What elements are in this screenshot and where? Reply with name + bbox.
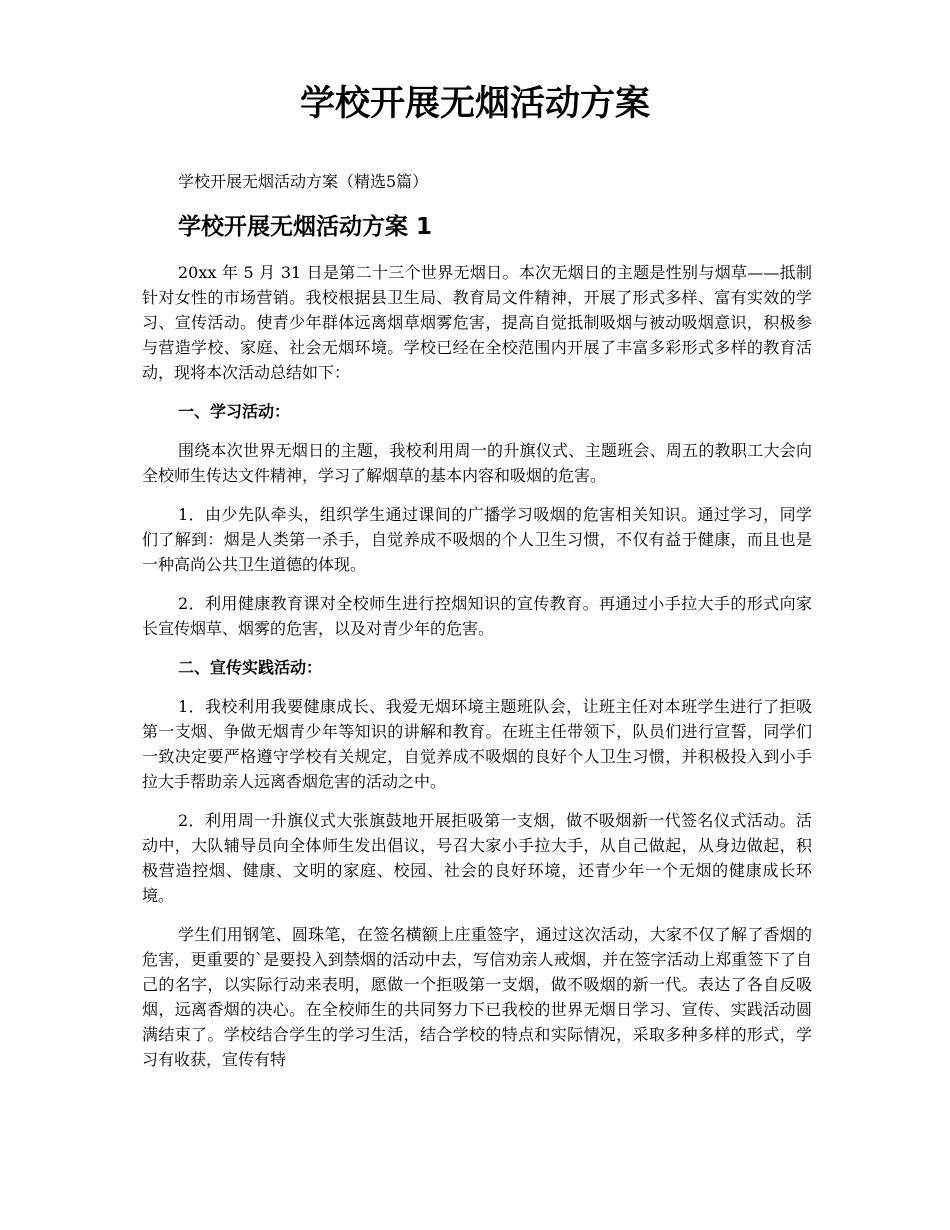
paragraph: 2．利用周一升旗仪式大张旗鼓地开展拒吸第一支烟，做不吸烟新一代签名仪式活动。活动中，大队辅导员向全体师生发出倡议，号召大家小手拉大手，从自己做起，从身边做起，积极营造控烟、健康、文明的家庭、校园、社会的良好环境，还青少年一个无烟的健康成长环境。	[142, 811, 812, 905]
document-body	[142, 248, 812, 1086]
paragraph: 学生们用钢笔、圆珠笔，在签名横额上庄重签字，通过这次活动，大家不仅了解了香烟的危害，更重要的`是要投入到禁烟的活动中去，写信劝亲人戒烟，并在签字活动上郑重签下了自己的名字，以实际行动来表明，愿做一个拒吸第一支烟，做不吸烟的新一代。表达了各自反吸烟，远离香烟的决心。在全校师生的共同努力下已我校的世界无烟日学习、宣传、实践活动圆满结束了。学校结合学生的学习生活，结合学校的特点和实际情况，采取多种多样的形式，学习有收获，宣传有特	[142, 925, 812, 1069]
document-title: 学校开展无烟活动方案	[299, 84, 650, 124]
intro-paragraph: 20xx 年 5 月 31 日是第二十三个世界无烟日。本次无烟日的主题是性别与烟草——抵制针对女性的市场营销。我校根据县卫生局、教育局文件精神，开展了形式多样、富有实效的学习、宣传活动。使青少年群体远离烟草烟雾危害，提高自觉抵制吸烟与被动吸烟意识，积极参与营造学校、家庭、社会无烟环境。学校已经在全校范围内开展了丰富多彩形式多样的教育活动，现将本次活动总结如下：	[142, 263, 812, 382]
paragraph: 1．我校利用我要健康成长、我爱无烟环境主题班队会，让班主任对本班学生进行了拒吸第一支烟、争做无烟青少年等知识的讲解和教育。在班主任带领下，队员们进行宣誓，同学们一致决定要严格遵守学校有关规定，自觉养成不吸烟的良好个人卫生习惯，并积极投入到小手拉大手帮助亲人远离香烟危害的活动之中。	[142, 697, 812, 791]
section-heading: 学校开展无烟活动方案 1	[178, 214, 433, 240]
document-subtitle: 学校开展无烟活动方案（精选5篇）	[178, 172, 429, 191]
paragraph: 1．由少先队牵头，组织学生通过课间的广播学习吸烟的危害相关知识。通过学习，同学们了解到：烟是人类第一杀手，自觉养成不吸烟的个人卫生习惯，不仅有益于健康，而且也是一种高尚公共卫生道德的体现。	[142, 505, 812, 574]
paragraph: 围绕本次世界无烟日的主题，我校利用周一的升旗仪式、主题班会、周五的教职工大会向全校师生传达文件精神，学习了解烟草的基本内容和吸烟的危害。	[142, 441, 812, 485]
subheading-study-activities: 一、学习活动：	[178, 402, 291, 421]
paragraph: 2．利用健康教育课对全校师生进行控烟知识的宣传教育。再通过小手拉大手的形式向家长宣传烟草、烟雾的危害，以及对青少年的危害。	[142, 594, 812, 638]
subheading-publicity-activities: 二、宣传实践活动：	[178, 658, 323, 677]
